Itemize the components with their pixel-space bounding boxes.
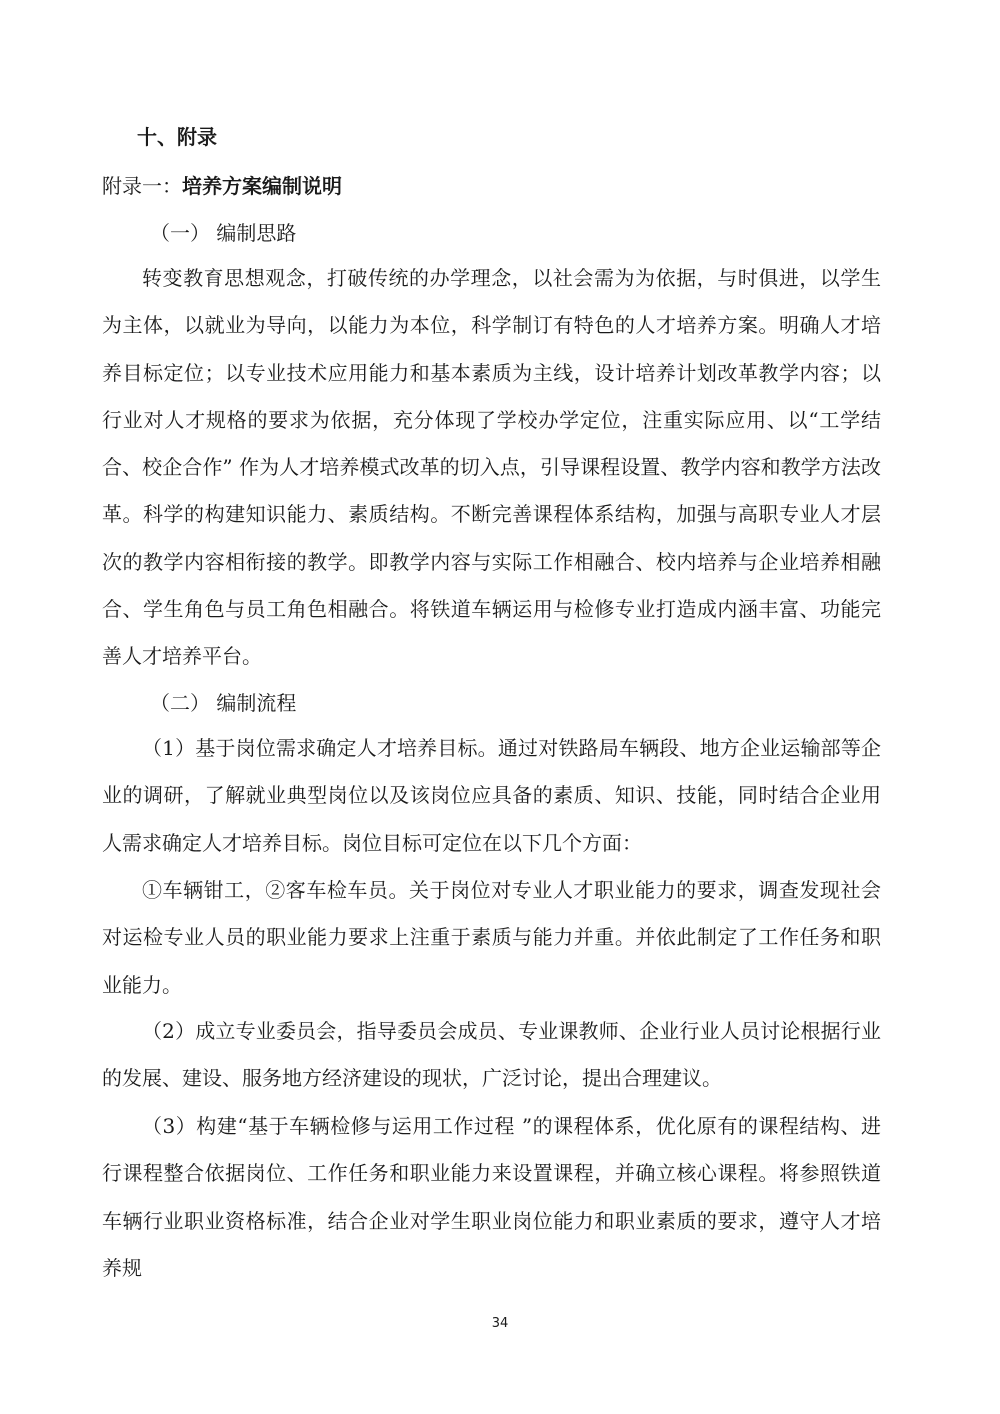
appendix-prefix: 附录一： bbox=[102, 174, 182, 198]
part1-heading: （一） 编制思路 bbox=[150, 221, 297, 245]
section-heading: 十、附录 bbox=[137, 125, 217, 149]
appendix-name: 培养方案编制说明 bbox=[182, 174, 342, 198]
step1-detail-paragraph: ①车辆钳工，②客车检车员。关于岗位对专业人才职业能力的要求，调查发现社会对运检专业人员的职业能力要求上注重于素质与能力并重。并依此制定了工作任务和职业能力。 bbox=[102, 878, 881, 997]
part1-paragraph: 转变教育思想观念，打破传统的办学理念，以社会需为为依据，与时俱进，以学生为主体，以就业为导向，以能力为本位，科学制订有特色的人才培养方案。明确人才培养目标定位；以专业技术应用能力和基本素质为主线，设计培养计划改革教学内容；以行业对人才规格的要求为依据，充分体现了学校办学定位，注重实际应用、以“工学结合、校企合作” 作为人才培养模式改革的切入点，引导课程设置、教学内容和教学方法改革。科学的构建知识能力、素质结构。不断完善课程体系结构，加强与高职专业人才层次的教学内容相衔接的教学。即教学内容与实际工作相融合、校内培养与企业培养相融合、学生角色与员工角色相融合。将铁道车辆运用与检修专业打造成内涵丰富、功能完善人才培养平台。 bbox=[102, 266, 881, 669]
step2-paragraph: （2）成立专业委员会，指导委员会成员、专业课教师、企业行业人员讨论根据行业的发展、建设、服务地方经济建设的现状，广泛讨论，提出合理建议。 bbox=[102, 1019, 881, 1091]
page-number: 34 bbox=[491, 1316, 509, 1331]
step3-paragraph: （3）构建“基于车辆检修与运用工作过程 ”的课程体系，优化原有的课程结构、进行课程整合依据岗位、工作任务和职业能力来设置课程，并确立核心课程。将参照铁道车辆行业职业资格标准，结合企业对学生职业岗位能力和职业素质的要求，遵守人才培养规 bbox=[102, 1114, 881, 1280]
part2-heading: （二） 编制流程 bbox=[150, 691, 297, 715]
appendix-title bbox=[102, 171, 342, 201]
step1-paragraph: （1）基于岗位需求确定人才培养目标。通过对铁路局车辆段、地方企业运输部等企业的调研，了解就业典型岗位以及该岗位应具备的素质、知识、技能，同时结合企业用人需求确定人才培养目标。岗位目标可定位在以下几个方面： bbox=[102, 736, 881, 855]
